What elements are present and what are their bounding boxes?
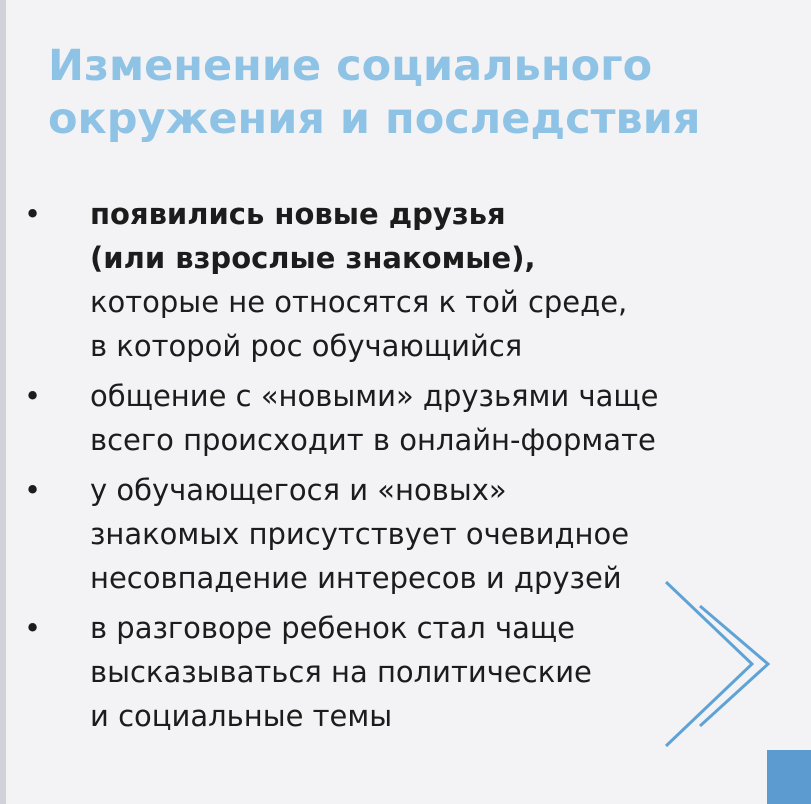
bullet-text: которые не относятся к той среде, [90, 285, 628, 319]
bullet-dot: • [24, 473, 42, 507]
bullet-text: и социальные темы [90, 699, 393, 733]
bullet-text: несовпадение интересов и друзей [90, 561, 622, 595]
bullet-dot: • [24, 197, 42, 231]
double-chevron-right-icon [660, 578, 780, 750]
corner-accent-square [767, 750, 811, 804]
bullet-dot: • [24, 611, 42, 645]
bullet-text: в которой рос обучающийся [90, 329, 523, 363]
bullet-text: знакомых присутствует очевидное [90, 517, 630, 551]
bullet-text-bold: (или взрослые знакомые), [90, 241, 536, 275]
slide-title [48, 40, 788, 146]
slide-title-line-1: Изменение социального [48, 41, 653, 91]
bullet-dot: • [24, 379, 42, 413]
bullet-text: всего происходит в онлайн-формате [90, 423, 656, 457]
bullet-text: общение с «новыми» друзьями чаще [90, 379, 659, 413]
bullet-text-bold: появились новые друзья [90, 197, 506, 231]
bullet-text: в разговоре ребенок стал чаще [90, 611, 576, 645]
slide-title-line-2: окружения и последствия [48, 94, 701, 144]
bullet-text: высказываться на политические [90, 655, 592, 689]
bullet-item-online-communication [0, 374, 800, 462]
chevron-outer-stroke [666, 582, 752, 746]
bullet-text: у обучающегося и «новых» [90, 473, 507, 507]
bullet-item-new-friends [0, 192, 800, 368]
